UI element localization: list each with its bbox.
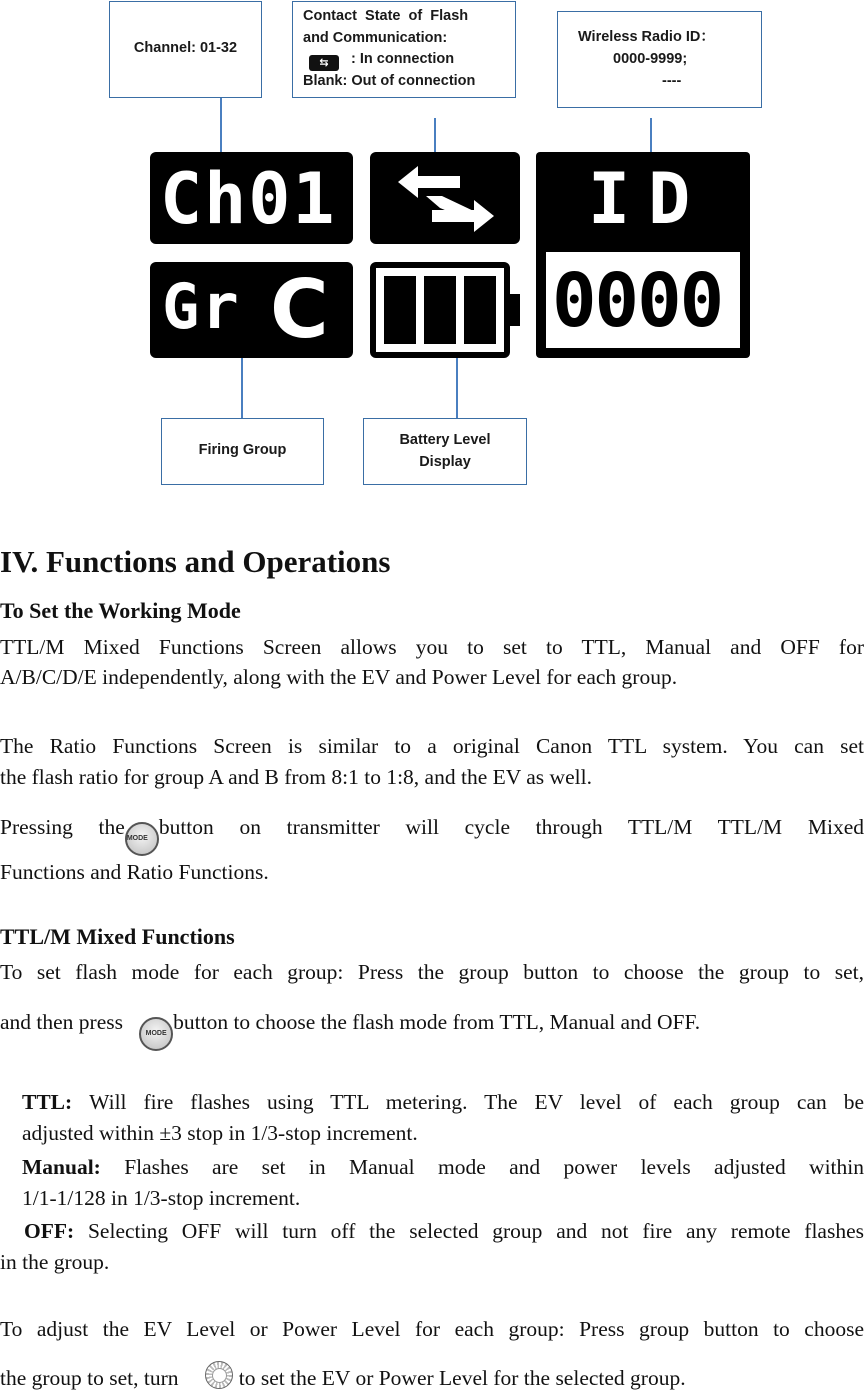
p1-line2: A/B/C/D/E independently, along with the EV and Power Level for each group. (0, 665, 678, 689)
lcd-group-panel (150, 262, 353, 358)
radio-id-title: Wireless Radio ID： (578, 29, 715, 45)
contact-title-1: Contact State of Flash (303, 8, 469, 24)
contact-blank: Blank: Out of connection (303, 73, 476, 89)
p1-line1: TTL/M Mixed Functions Screen allows you to set to TTL, Manual and OFF for (0, 635, 864, 659)
battery-tip (508, 294, 520, 326)
lcd-group-letter: C (270, 263, 331, 356)
contact-leader (434, 118, 436, 155)
sync-small-icon: ⇆ (309, 55, 339, 71)
p5-line2 (0, 1361, 864, 1395)
contact-title-2: and Communication: (303, 29, 448, 46)
manual-text-1: Flashes are set in Manual mode and power levels adjusted within (124, 1155, 865, 1179)
p5-b: to set the EV or Power Level for the selected group. (238, 1366, 686, 1390)
off-line2: in the group. (0, 1250, 110, 1274)
lcd-diagram (0, 0, 865, 500)
dial-icon (205, 1361, 233, 1389)
manual-label: Manual: (22, 1155, 101, 1179)
ttl-line1 (22, 1085, 864, 1119)
ttl-label: TTL: (22, 1090, 73, 1114)
battery-leader (456, 350, 458, 418)
p4-line2 (0, 1005, 864, 1051)
lcd-sync-panel (370, 152, 520, 244)
p3-pressing: Pressing the (0, 815, 125, 839)
radio-id-range: 0000-9999; (613, 51, 688, 67)
lcd-id-panel (536, 152, 750, 358)
sync-arrows-icon (370, 152, 520, 244)
battery-cell (424, 276, 456, 344)
p2-line2: the flash ratio for group A and B from 8:1 to 1:8, and the EV as well. (0, 765, 592, 789)
ttl-text-1: Will fire flashes using TTL metering. The EV level of each group can be (89, 1090, 865, 1114)
lcd-id-value: 0000 (552, 258, 723, 344)
battery-callout (363, 418, 527, 485)
firing-group-leader (241, 348, 243, 418)
channel-callout (109, 1, 262, 98)
section-title: IV. Functions and Operations (0, 544, 391, 579)
battery-icon (370, 262, 522, 358)
off-text-1: Selecting OFF will turn off the selected group and not fire any remote flashes (87, 1219, 864, 1243)
lcd-id-value-box (542, 248, 744, 352)
working-mode-heading: To Set the Working Mode (0, 598, 241, 623)
contact-state-callout (292, 1, 516, 98)
battery-callout-1: Battery Level (399, 432, 491, 448)
mode-button-icon: MODE (125, 822, 159, 856)
p5-line1: To adjust the EV Level or Power Level for each group: Press group button to choose (0, 1317, 864, 1341)
p4-rest: button to choose the flash mode from TTL, Manual and OFF. (173, 1010, 701, 1034)
p5-a: the group to set, turn (0, 1366, 179, 1390)
p4-line1: To set flash mode for each group: Press the group button to choose the group to set, (0, 960, 864, 984)
p2-line1: The Ratio Functions Screen is similar to a original Canon TTL system. You can set (0, 734, 864, 758)
lcd-channel-text: Ch01 (160, 158, 337, 240)
lcd-channel-panel (150, 152, 353, 244)
battery-cell (464, 276, 496, 344)
mixed-functions-heading: TTL/M Mixed Functions (0, 924, 235, 949)
radio-id-callout (557, 11, 762, 108)
mode-button-icon-2: MODE (139, 1017, 173, 1051)
off-line1 (24, 1214, 864, 1248)
radio-id-blank: ---- (662, 73, 682, 89)
lcd-group-prefix: Gr (162, 270, 241, 343)
contact-in-connection: ⇆ : In connection (303, 49, 505, 71)
battery-callout-2: Display (419, 454, 471, 470)
battery-cell (384, 276, 416, 344)
ttl-line2: adjusted within ±3 stop in 1/3-stop increment. (22, 1121, 418, 1145)
battery-cells (384, 276, 496, 344)
p3-line2: Functions and Ratio Functions. (0, 860, 269, 884)
firing-group-text: Firing Group (198, 442, 287, 458)
firing-group-callout (161, 418, 324, 485)
channel-callout-text: Channel: 01-32 (133, 40, 238, 56)
off-label: OFF: (24, 1219, 75, 1243)
p3-line1 (0, 810, 864, 856)
p3-rest: button on transmitter will cycle through TTL/M TTL/M Mixed (158, 815, 864, 839)
lcd-id-label: ID (588, 158, 709, 240)
p4-and: and then press (0, 1010, 123, 1034)
manual-line2: 1/1-1/128 in 1/3-stop increment. (22, 1186, 301, 1210)
manual-line1 (22, 1150, 864, 1184)
